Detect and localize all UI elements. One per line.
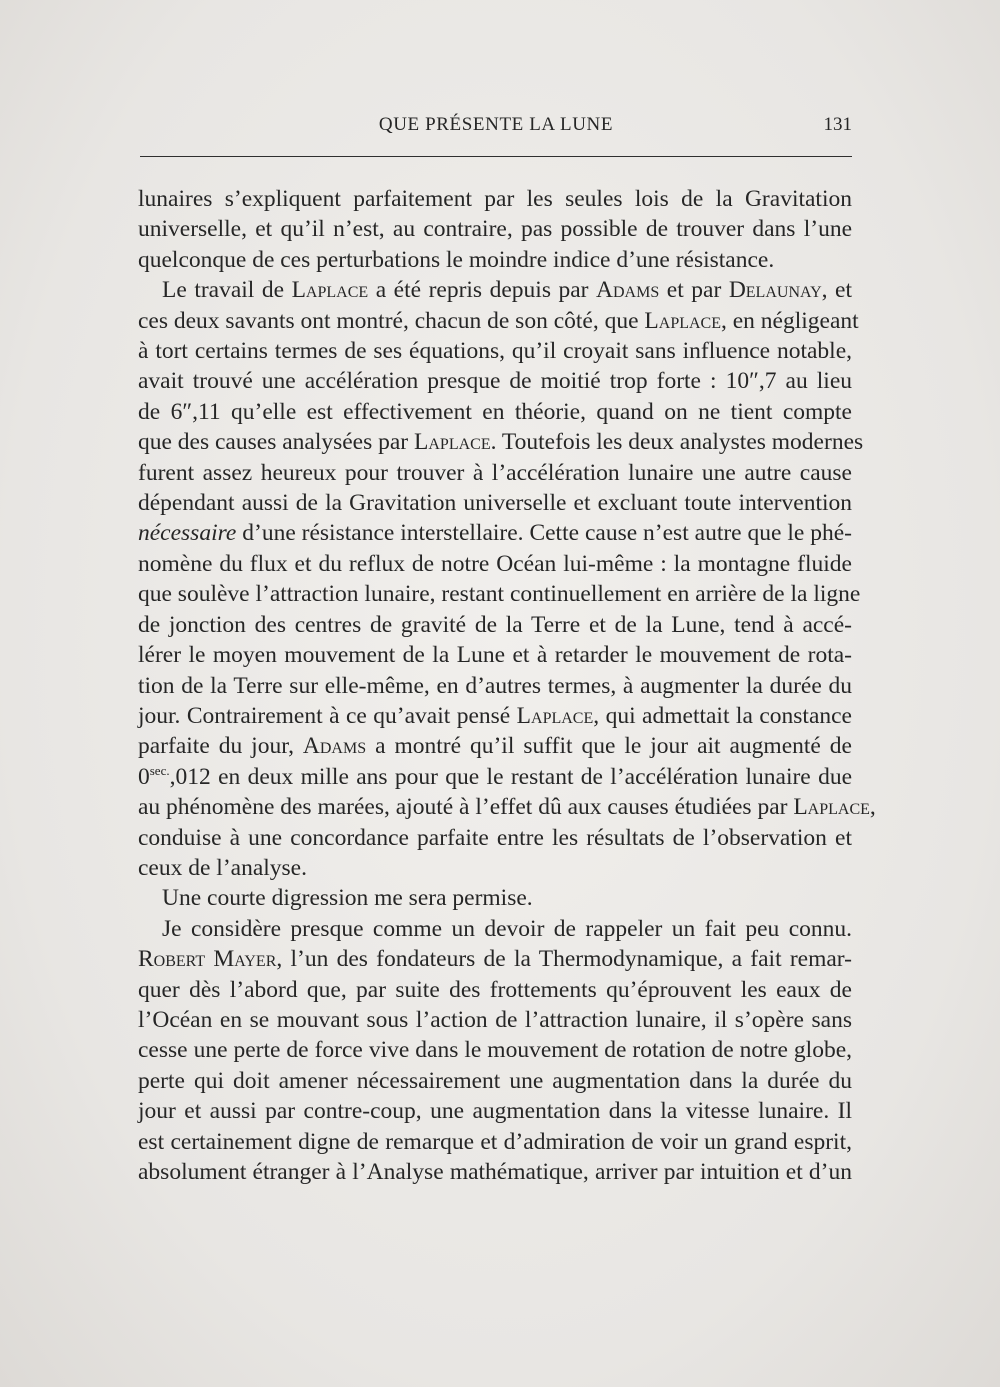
text-line: lérer le moyen mouvement de la Lune et à retarder le mouvement de rota-	[138, 642, 852, 669]
text-line: quer dès l’abord que, par suite des frottements qu’éprouvent les eaux de	[138, 976, 852, 1003]
text-line: perte qui doit amener nécessairement une augmentation dans la durée du	[138, 1067, 852, 1094]
text-line: $0^{sec.},012$ en deux mille ans pour que le restant de l’accélération lunaire due	[138, 762, 852, 790]
text-line: ces deux savants ont montré, chacun de son côté, que Laplace, en négligeant	[138, 307, 859, 334]
running-title: QUE PRÉSENTE LA LUNE	[378, 114, 614, 135]
author-name: Adams	[302, 733, 367, 760]
author-name: Delaunay	[728, 277, 822, 304]
text-line: de jonction des centres de gravité de la Terre et de la Lune, tend à accé-	[138, 611, 852, 638]
text-line: jour. Contrairement à ce qu’avait pensé Laplace, qui admettait la constance	[138, 702, 852, 729]
superscript: sec.	[149, 762, 170, 778]
text-line: à tort certains termes de ses équations, qu’il croyait sans influence notable,	[138, 338, 852, 365]
text-line: absolument étranger à l’Analyse mathématique, arriver par intuition et d’un	[138, 1159, 852, 1185]
text-line: au phénomène des marées, ajouté à l’effet dû aux causes étudiées par Laplace,	[138, 794, 876, 821]
text-line: dépendant aussi de la Gravitation universelle et excluant toute intervention	[138, 490, 852, 517]
author-name: Laplace	[644, 307, 721, 334]
text-line: tion de la Terre sur elle-même, en d’autres termes, à augmenter la durée du	[138, 672, 852, 699]
text-line: que soulève l’attraction lunaire, restant continuellement en arrière de la ligne	[138, 581, 861, 608]
text-line: ceux de l’analyse.	[138, 854, 307, 881]
header-rule	[140, 156, 852, 157]
running-head	[140, 108, 852, 142]
text-line: Le travail de Laplace a été repris depuis par Adams et par Delaunay, et	[162, 277, 853, 304]
author-name: Laplace	[291, 277, 369, 304]
text-line: l’Océan en se mouvant sous l’action de l’attraction lunaire, il s’opère sans	[138, 1006, 852, 1033]
text-line: nécessaire d’une résistance interstellaire. Cette cause n’est autre que le phé-	[138, 520, 852, 547]
text-line: Une courte digression me sera permise.	[162, 885, 533, 912]
text-line: conduise à une concordance parfaite entre les résultats de l’observation et	[138, 824, 852, 851]
text-line: jour et aussi par contre-coup, une augmentation dans la vitesse lunaire. Il	[138, 1098, 852, 1125]
text-line: de 6″,11 qu’elle est effectivement en théorie, quand on ne tient compte	[138, 398, 852, 425]
author-name: Laplace	[516, 702, 594, 729]
author-name: Laplace	[414, 429, 491, 456]
text-line: parfaite du jour, Adams a montré qu’il suffit que le jour ait augmenté de	[138, 733, 852, 760]
text-line: quelconque de ces perturbations le moindre indice d’une résistance.	[138, 246, 775, 273]
text-line: lunaires s’expliquent parfaitement par les seules lois de la Gravitation	[138, 186, 852, 212]
text-line: nomène du flux et du reflux de notre Océan lui-même : la montagne fluide	[138, 550, 852, 577]
emphasis: nécessaire	[138, 520, 237, 547]
text-line: est certainement digne de remarque et d’admiration de voir un grand esprit,	[138, 1128, 852, 1155]
author-name: Laplace	[793, 794, 870, 821]
text-line: Robert Mayer, l’un des fondateurs de la Thermodynamique, a fait remar-	[138, 946, 852, 973]
text-line: universelle, et qu’il n’est, au contraire, pas possible de trouver dans l’une	[138, 216, 852, 243]
text-line: avait trouvé une accélération presque de moitié trop forte : 10″,7 au lieu	[138, 368, 852, 395]
text-line: furent assez heureux pour trouver à l’accélération lunaire une autre cause	[138, 459, 852, 486]
text-line: Je considère presque comme un devoir de rappeler un fait peu connu.	[162, 915, 852, 942]
text-line: que des causes analysées par Laplace. Toutefois les deux analystes modernes	[138, 429, 864, 456]
author-name: Adams	[596, 277, 660, 304]
author-name: Robert Mayer	[138, 946, 277, 973]
page-number: 131	[823, 114, 852, 135]
body-text	[138, 184, 876, 1187]
text-line: cesse une perte de force vive dans le mouvement de rotation de notre globe,	[138, 1037, 852, 1064]
